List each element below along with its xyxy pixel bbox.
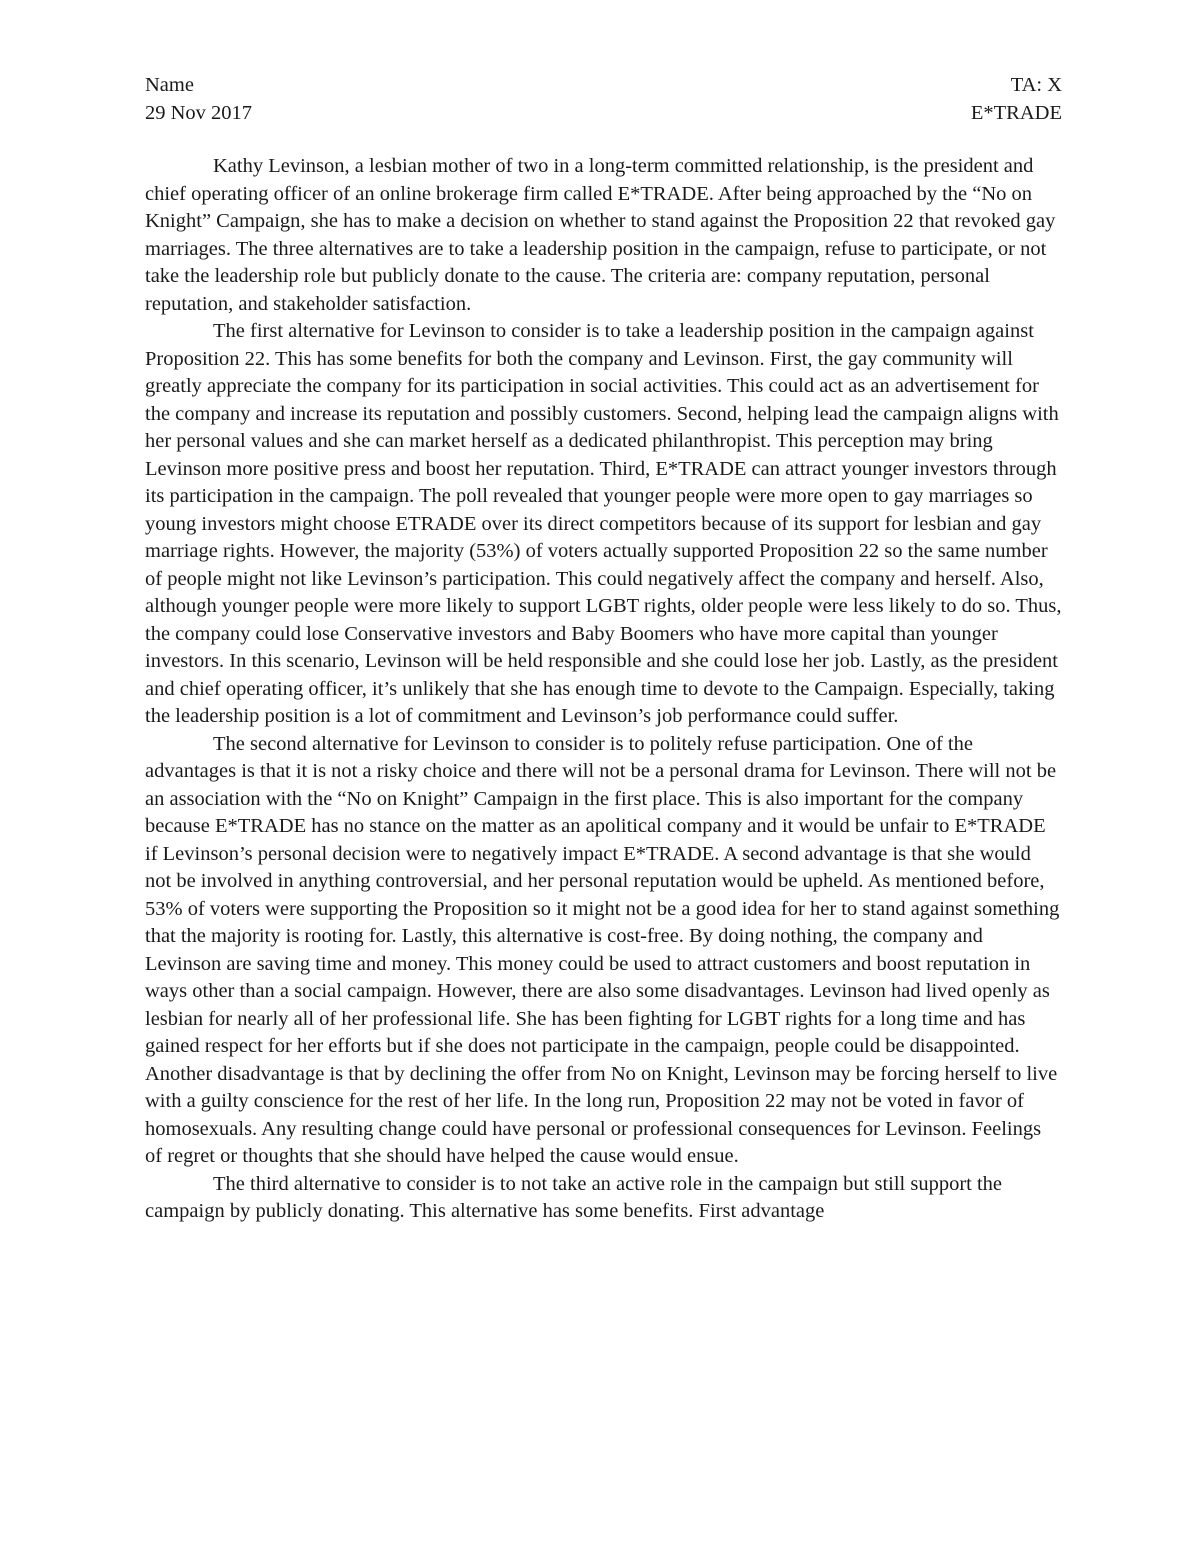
paragraph-first-alternative: The first alternative for Levinson to consider is to take a leadership position in the campaign against Proposition 22. This has some benefits for both the company and Levinson. First, the gay community will greatly appreciate the company for its participation in social activities. This could act as an advertisement for the company and increase its reputation and possibly customers. Second, helping lead the campaign aligns with her personal values and she can market herself as a dedicated philanthropist. This perception may bring Levinson more positive press and boost her reputation. Third, E*TRADE can attract younger investors through its participation in the campaign. The poll revealed that younger people were more open to gay marriages so young investors might choose ETRADE over its direct competitors because of its support for lesbian and gay marriage rights. However, the majority (53%) of voters actually supported Proposition 22 so the same number of people might not like Levinson’s participation. This could negatively affect the company and herself. Also, although younger people were more likely to support LGBT rights, older people were less likely to do so. Thus, the company could lose Conservative investors and Baby Boomers who have more capital than younger investors. In this scenario, Levinson will be held responsible and she could lose her job. Lastly, as the president and chief operating officer, it’s unlikely that she has enough time to devote to the Campaign. Especially, taking the leadership position is a lot of commitment and Levinson’s job performance could suffer. (145, 320, 1062, 727)
document-topic: E*TRADE (970, 101, 1062, 124)
paragraph-third-alternative: The third alternative to consider is to not take an active role in the campaign but still support the campaign by publicly donating. This alternative has some benefits. First advantage (145, 1172, 1003, 1222)
paragraph-intro: Kathy Levinson, a lesbian mother of two in a long-term committed relationship, is the president and chief operating officer of an online brokerage firm called E*TRADE. After being approached by the “No on Knight” Campaign, she has to make a decision on whether to stand against the Proposition 22 that revoked gay marriages. The three alternatives are to take a leadership position in the campaign, refuse to participate, or not take the leadership role but publicly donate to the cause. The criteria are: company reputation, personal reputation, and stakeholder satisfaction. (145, 155, 1056, 315)
student-name: Name (145, 74, 194, 96)
paragraph-second-alternative: The second alternative for Levinson to consider is to politely refuse participation. One of the advantages is that it is not a risky choice and there will not be a personal drama for Levinson. There will not be an association with the “No on Knight” Campaign in the first place. This is also important for the company because E*TRADE has no stance on the matter as an apolitical company and it would be unfair to E*TRADE if Levinson’s personal decision were to negatively impact E*TRADE. A second advantage is that she would not be involved in anything controversial, and her personal reputation would be upheld. As mentioned before, 53% of voters were supporting the Proposition so it might not be a good idea for her to stand against something that the majority is rooting for. Lastly, this alternative is cost-free. By doing nothing, the company and Levinson are saving time and money. This money could be used to attract customers and boost reputation in ways other than a social campaign. However, there are also some disadvantages. Levinson had lived openly as lesbian for nearly all of her professional life. She has been fighting for LGBT rights for a long time and has gained respect for her efforts but if she does not participate in the campaign, people could be disappointed. Another disadvantage is that by declining the offer from No on Knight, Levinson may be forcing herself to live with a guilty conscience for the rest of her life. In the long run, Proposition 22 may not be voted in favor of homosexuals. Any resulting change could have personal or professional consequences for Levinson. Feelings of regret or thoughts that she should have helped the cause would ensue. (145, 732, 1060, 1167)
document-page (145, 72, 1062, 1226)
header-row-2 (145, 100, 1062, 128)
document-date: 29 Nov 2017 (145, 101, 253, 124)
essay-body (145, 153, 1062, 1226)
ta-label: TA: X (1010, 74, 1062, 96)
header-row-1 (145, 72, 1062, 100)
